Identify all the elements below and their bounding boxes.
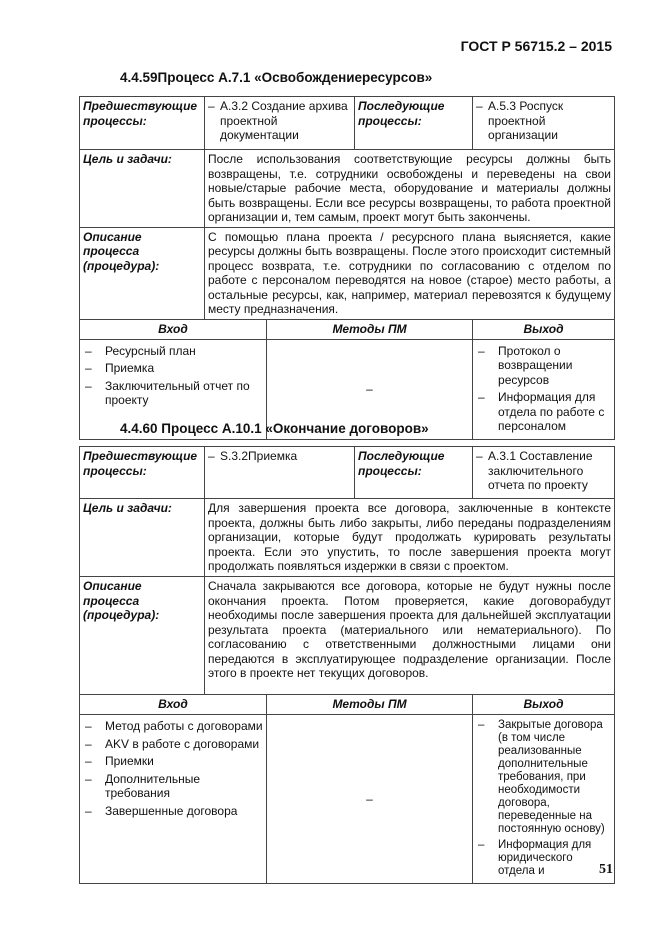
page-number: 51 (599, 862, 613, 877)
description-text: Сначала закрываются все договора, которые не будут нужны после окончания проекта. Потом проверяется, какие договорабудут необходимы после завершения проекта для дальнейшей эксплуатации результата проекта (материального или нематериального). По согласованию с ответственными должностными лицами они передаются в эксплуатирующее подразделение организации. После этого в проекте нет текущих договоров. (205, 577, 615, 695)
goal-label: Цель и задачи: (80, 150, 205, 228)
list-item: – Метод работы с договорами (83, 719, 263, 734)
process-table-a71 (79, 96, 615, 440)
list-item: – Протокол о возвращении ресурсов (476, 344, 611, 388)
list-item: – Завершенные договора (83, 804, 263, 819)
column-header-output: Выход (473, 319, 615, 339)
description-text: С помощью плана проекта / ресурсного плана выясняется, какие ресурсы должны быть возвращены. После этого происходит системный процесс возврата, т.е. сотрудники по согласованию с отделом по работе с персоналом переводятся на новое (старое) место работы, а остальные ресурсы, как, например, материал перевозятся к будущему месту предназначения. (205, 227, 615, 319)
goal-label: Цель и задачи: (80, 499, 205, 577)
list-item: – Приемки (83, 754, 263, 769)
list-item: – Закрытые договора (в том числе реализованные дополнительные требования, при необходимости договора, переведенные на постоянную основу) (476, 719, 611, 836)
list-item: – AKV в работе с договорами (83, 737, 263, 752)
predecessor-value: – S.3.2Приемка (208, 449, 351, 464)
successor-label: Последующие процессы: (355, 447, 473, 499)
section-title-a71: 4.4.59Процесс А.7.1 «Освобождениересурсов» (120, 70, 433, 85)
column-header-output: Выход (473, 695, 615, 715)
successor-value: – А.5.3 Роспуск проектной организации (476, 99, 611, 143)
document-id: ГОСТ Р 56715.2 – 2015 (460, 38, 612, 54)
goal-text: После использования соответствующие ресурсы должны быть возвращены, т.е. сотрудники освобождены и переведены на свои новые/старые рабочие места, оборудование и материалы должны быть возвращены. Если все ресурсы возвращены, то работа проектной организации и, тем самым, проект могут быть закончены. (205, 150, 615, 228)
list-item: – Информация для юридического отдела и (476, 839, 611, 878)
column-header-methods: Методы ПМ (267, 695, 473, 715)
output-list (476, 719, 611, 878)
methods-value: – (267, 715, 473, 884)
output-list (476, 344, 611, 434)
list-item: – Информация для отдела по работе с персоналом (476, 390, 611, 434)
list-item: – Заключительный отчет по проекту (83, 379, 263, 408)
methods-value: – (267, 339, 473, 439)
successor-value: – А.3.1 Составление заключительного отчета по проекту (476, 449, 611, 493)
predecessor-label: Предшествующие процессы: (80, 97, 205, 150)
input-list (83, 719, 263, 818)
column-header-methods: Методы ПМ (267, 319, 473, 339)
column-header-input: Вход (80, 319, 267, 339)
predecessor-value: – А.3.2 Создание архива проектной документации (208, 99, 351, 143)
list-item: – Дополнительные требования (83, 772, 263, 801)
description-label: Описание процесса (процедура): (80, 577, 205, 695)
list-item: – Приемка (83, 361, 263, 376)
description-label: Описание процесса (процедура): (80, 227, 205, 319)
successor-label: Последующие процессы: (355, 97, 473, 150)
process-table-a101 (79, 446, 615, 884)
input-list (83, 344, 263, 408)
list-item: – Ресурсный план (83, 344, 263, 359)
column-header-input: Вход (80, 695, 267, 715)
section-title-a101: 4.4.60 Процесс А.10.1 «Окончание договоров» (120, 421, 429, 436)
predecessor-label: Предшествующие процессы: (80, 447, 205, 499)
goal-text: Для завершения проекта все договора, заключенные в контексте проекта, должны быть либо закрыты, либо переданы подразделениям организации, которые будут продолжать курировать результаты проекта. Если это упустить, то после завершения проекта могут продолжать появляться издержки в связи с проектом. (205, 499, 615, 577)
